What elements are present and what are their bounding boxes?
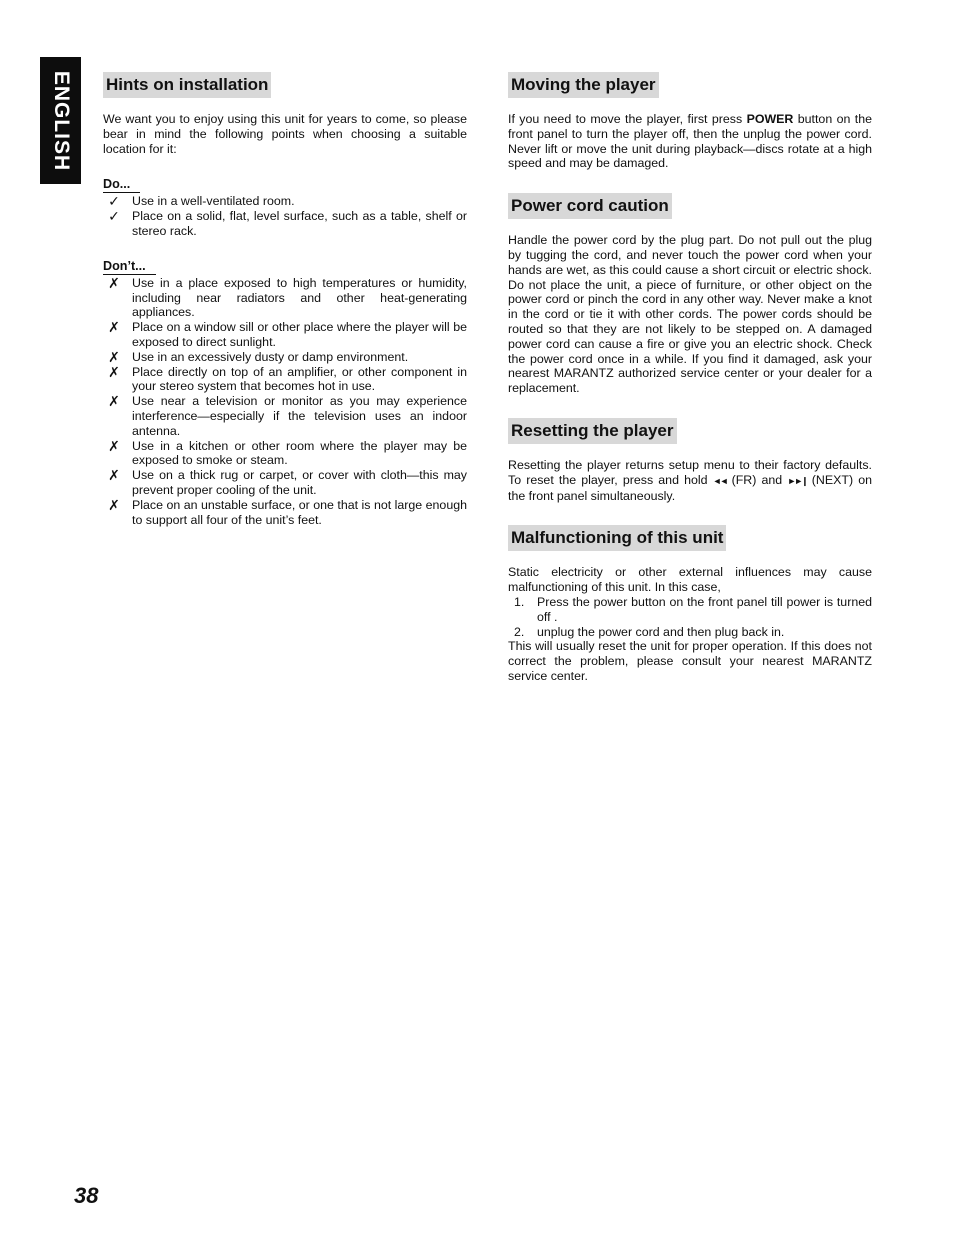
check-icon: ✓ — [108, 208, 120, 225]
fast-reverse-icon: ◄◄ — [712, 475, 727, 486]
resetting-heading: Resetting the player — [508, 418, 677, 444]
cross-icon: ✗ — [108, 437, 120, 454]
cross-icon: ✗ — [108, 319, 120, 336]
moving-text: If you need to move the player, first press POWER button on the front panel to turn the player off, then the unplug the power cord. Never lift or move the unit during playback—discs rotate at a high speed and may be damaged. — [508, 112, 872, 171]
dont-item: ✗ Use in a kitchen or other room where the player may be exposed to smoke or steam. — [103, 439, 467, 469]
dont-item: ✗ Use in an excessively dusty or damp environment. — [103, 350, 467, 365]
do-item: ✓ Place on a solid, flat, level surface, such as a table, shelf or stereo rack. — [103, 209, 467, 239]
cross-icon: ✗ — [108, 496, 120, 513]
malfunction-heading: Malfunctioning of this unit — [508, 525, 726, 551]
do-subheading: Do... — [103, 176, 140, 193]
cross-icon: ✗ — [108, 467, 120, 484]
dont-item: ✗ Use on a thick rug or carpet, or cover with cloth—this may prevent proper cooling of the unit. — [103, 468, 467, 498]
installation-intro: We want you to enjoy using this unit for years to come, so please bear in mind the following points when choosing a suitable location for it: — [103, 112, 467, 156]
cross-icon: ✗ — [108, 393, 120, 410]
step-item: 1. Press the power button on the front panel till power is turned off . — [514, 594, 872, 624]
installation-column — [103, 72, 467, 527]
check-icon: ✓ — [108, 193, 120, 210]
dont-item: ✗ Use near a television or monitor as you may experience interference—especially if the television uses an indoor antenna. — [103, 394, 467, 438]
dont-item: ✗ Use in a place exposed to high temperatures or humidity, including near radiators and other heat-generating appliances. — [103, 276, 467, 320]
power-cord-heading: Power cord caution — [508, 193, 672, 219]
malfunction-outro: This will usually reset the unit for proper operation. If this does not correct the problem, please consult your nearest MARANTZ service center. — [508, 639, 872, 683]
dont-item: ✗ Place directly on top of an amplifier, or other component in your stereo system that becomes hot in use. — [103, 365, 467, 395]
cross-icon: ✗ — [108, 348, 120, 365]
language-tab — [40, 57, 81, 184]
resetting-text: Resetting the player returns setup menu to their factory defaults. To reset the player, press and hold ◄◄ (FR) and ►►❙ (NEXT) on the front panel simultaneously. — [508, 457, 873, 503]
next-track-icon: ►►❙ — [787, 475, 807, 486]
cross-icon: ✗ — [108, 363, 120, 380]
do-list — [103, 194, 467, 238]
right-column — [508, 72, 872, 684]
dont-item: ✗ Place on an unstable surface, or one that is not large enough to support all four of the unit’s feet. — [103, 498, 467, 528]
malfunction-steps — [508, 595, 872, 639]
malfunction-intro: Static electricity or other external influences may cause malfunctioning of this unit. In this case, — [508, 565, 872, 595]
dont-item: ✗ Place on a window sill or other place where the player will be exposed to direct sunlight. — [103, 320, 467, 350]
cross-icon: ✗ — [108, 274, 120, 291]
installation-heading: Hints on installation — [103, 72, 271, 98]
dont-subheading: Don’t... — [103, 258, 156, 275]
step-item: 2. unplug the power cord and then plug back in. — [514, 624, 785, 639]
do-item: ✓ Use in a well-ventilated room. — [103, 194, 467, 209]
moving-heading: Moving the player — [508, 72, 659, 98]
page-number: 38 — [74, 1183, 99, 1208]
language-label: ENGLISH — [49, 70, 73, 171]
dont-list — [103, 276, 467, 528]
power-cord-text: Handle the power cord by the plug part. Do not pull out the plug by tugging the cord, and never touch the power cord when your hands are wet, as this could cause a short circuit or electric shock. Do not place the unit, a piece of furniture, or other object on the power cord or pinch the cord in any other way. Never make a knot in the cord or tie it with other cords. The power cords should be routed so that they are not likely to be stepped on. A damaged power cord can cause a fire or give you an electric shock. Check the power cord once in a while. If you find it damaged, ask your nearest MARANTZ authorized service center or your dealer for a replacement. — [508, 233, 872, 396]
